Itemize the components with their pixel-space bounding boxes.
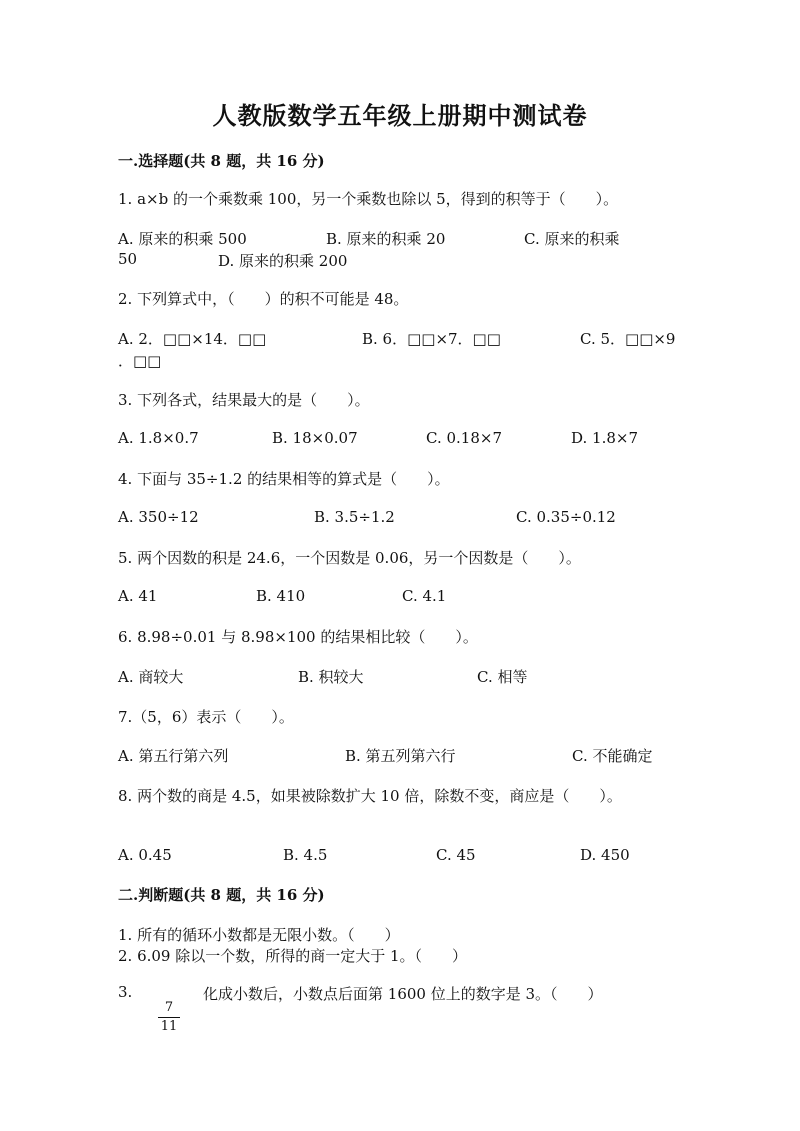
question-6: 6. 8.98÷0.01 与 8.98×100 的结果相比较（ ）。 — [118, 628, 478, 646]
question-1: 1. a×b 的一个乘数乘 100，另一个乘数也除以 5，得到的积等于（ ）。 — [118, 190, 619, 208]
judge-question-2: 2. 6.09 除以一个数，所得的商一定大于 1。（ ） — [118, 947, 468, 965]
question-2: 2. 下列算式中，（ ）的积不可能是 48。 — [118, 290, 409, 308]
q3-option-d: D. 1.8×7 — [571, 429, 638, 447]
q1-option-a: A. 原来的积乘 500 — [118, 230, 247, 248]
q8-option-a: A. 0.45 — [118, 846, 172, 864]
q7-option-a: A. 第五行第六列 — [118, 747, 229, 765]
q2-option-a: A. 2．□□×14．□□ — [118, 330, 267, 348]
question-8: 8. 两个数的商是 4.5，如果被除数扩大 10 倍，除数不变，商应是（ ）。 — [118, 787, 622, 805]
q1-option-c: C. 原来的积乘 — [524, 230, 620, 248]
q4-option-c: C. 0.35÷0.12 — [516, 508, 616, 526]
question-7: 7.（5，6）表示（ ）。 — [118, 708, 294, 726]
q8-option-b: B. 4.5 — [283, 846, 328, 864]
q3-option-b: B. 18×0.07 — [272, 429, 358, 447]
fraction-denominator: 11 — [160, 1019, 178, 1034]
q3-option-c: C. 0.18×7 — [426, 429, 502, 447]
judge-question-1: 1. 所有的循环小数都是无限小数。（ ） — [118, 926, 400, 944]
q8-option-d: D. 450 — [580, 846, 630, 864]
q2-option-c: C. 5．□□×9 — [580, 330, 676, 348]
question-3: 3. 下列各式，结果最大的是（ ）。 — [118, 391, 370, 409]
q2-option-c-cont: ．□□ — [118, 352, 162, 370]
q7-option-c: C. 不能确定 — [572, 747, 653, 765]
question-4: 4. 下面与 35÷1.2 的结果相等的算式是（ ）。 — [118, 470, 450, 488]
judge-question-3: 化成小数后，小数点后面第 1600 位上的数字是 3。（ ） — [203, 985, 603, 1003]
question-5: 5. 两个因数的积是 24.6，一个因数是 0.06，另一个因数是（ ）。 — [118, 549, 581, 567]
q7-option-b: B. 第五列第六行 — [345, 747, 456, 765]
q6-option-c: C. 相等 — [477, 668, 528, 686]
judge-question-3-number: 3. — [118, 983, 133, 1001]
q4-option-b: B. 3.5÷1.2 — [314, 508, 395, 526]
page-title: 人教版数学五年级上册期中测试卷 — [212, 101, 588, 130]
q8-option-c: C. 45 — [436, 846, 476, 864]
fraction — [158, 1001, 180, 1034]
q6-option-b: B. 积较大 — [298, 668, 364, 686]
q4-option-a: A. 350÷12 — [118, 508, 199, 526]
q3-option-a: A. 1.8×0.7 — [118, 429, 199, 447]
fraction-numerator: 7 — [164, 1000, 174, 1015]
q5-option-b: B. 410 — [256, 587, 306, 605]
q5-option-a: A. 41 — [118, 587, 158, 605]
q1-option-d: D. 原来的积乘 200 — [218, 252, 348, 270]
q1-option-b: B. 原来的积乘 20 — [326, 230, 446, 248]
fraction-bar — [158, 1017, 180, 1018]
q2-option-b: B. 6．□□×7．□□ — [362, 330, 501, 348]
section-heading-judge: 二.判断题(共 8 题，共 16 分) — [118, 886, 325, 904]
q1-option-c-cont: 50 — [118, 250, 138, 268]
q5-option-c: C. 4.1 — [402, 587, 447, 605]
section-heading-choice: 一.选择题(共 8 题，共 16 分) — [118, 152, 325, 170]
q6-option-a: A. 商较大 — [118, 668, 184, 686]
